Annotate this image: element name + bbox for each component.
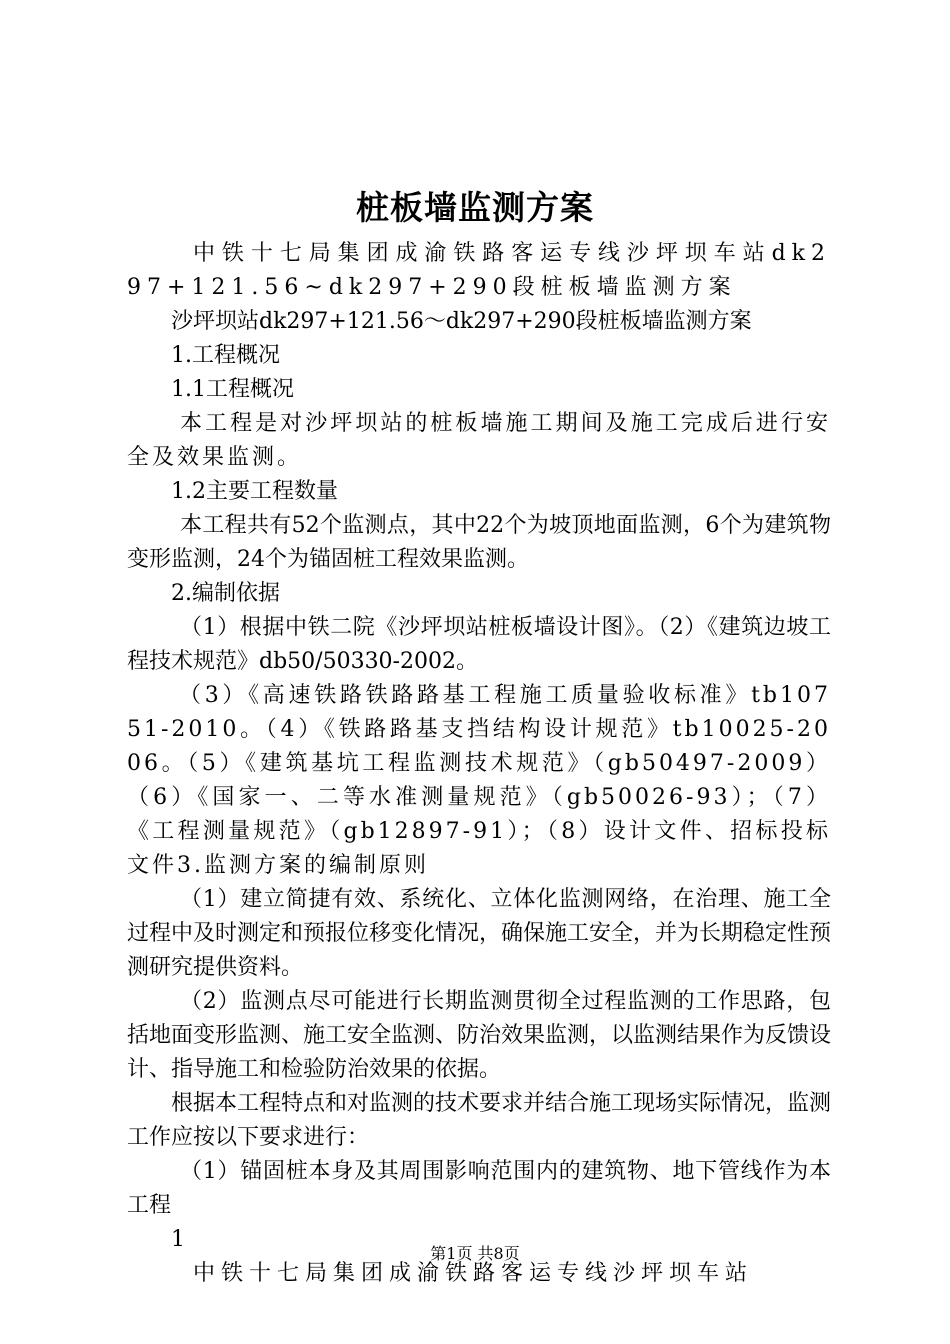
paragraph-principle-1: （1）建立简捷有效、系统化、立体化监测网络，在治理、施工全过程中及时测定和预报位移变化情况，确保施工安全，并为长期稳定性预测研究提供资料。 [127,887,832,980]
heading-1-2: 1.2主要工程数量 [171,479,338,504]
paragraph-header: 中铁十七局集团成渝铁路客运专线沙坪坝车站dk297+121.56~dk297+290段桩板墙监测方案 [127,241,831,300]
page-footer: 第1页 共8页 [430,1244,520,1263]
paragraph-overview: 本工程是对沙坪坝站的桩板墙施工期间及施工完成后进行安全及效果监测。 [127,411,831,470]
heading-1-1: 1.1工程概况 [171,377,294,402]
paragraph-basis-2: （3）《高速铁路铁路路基工程施工质量验收标准》tb10751-2010。（4）《铁路路基支挡结构设计规范》tb10025-2006。（5）《建筑基坑工程监测技术规范》（gb50497-2009）（6）《国家一、二等水准测量规范》（gb50026-93）；（7）《工程测量规范》（gb12897-91）；（8）设计文件、招标投标文件3.监测方案的编制原则 [127,683,831,878]
document-body [127,237,831,1291]
paragraph-basis-1: （1）根据中铁二院《沙坪坝站桩板墙设计图》。（2）《建筑边坡工程技术规范》db50/50330-2002。 [127,615,831,674]
paragraph-requirements: 根据本工程特点和对监测的技术要求并结合施工现场实际情况，监测工作应按以下要求进行： [127,1091,832,1150]
paragraph-principle-2: （2）监测点尽可能进行长期监测贯彻全过程监测的工作思路，包括地面变形监测、施工安全监测、防治效果监测，以监测结果作为反馈设计、指导施工和检验防治效果的依据。 [127,989,832,1082]
paragraph-quantity: 本工程共有52个监测点，其中22个为坡顶地面监测，6个为建筑物变形监测，24个为锚固桩工程效果监测。 [127,513,831,572]
heading-2: 2.编制依据 [171,581,280,606]
page-title: 桩板墙监测方案 [356,188,594,227]
paragraph-requirement-1: （1）锚固桩本身及其周围影响范围内的建筑物、地下管线作为本工程 [127,1159,831,1218]
page-number-inline: 1 [171,1227,185,1252]
paragraph-header-repeat: 中铁十七局集团成渝铁路客运专线沙坪坝车站 [193,1261,754,1286]
heading-1: 1.工程概况 [171,343,280,368]
paragraph-subtitle: 沙坪坝站dk297+121.56～dk297+290段桩板墙监测方案 [171,309,752,334]
